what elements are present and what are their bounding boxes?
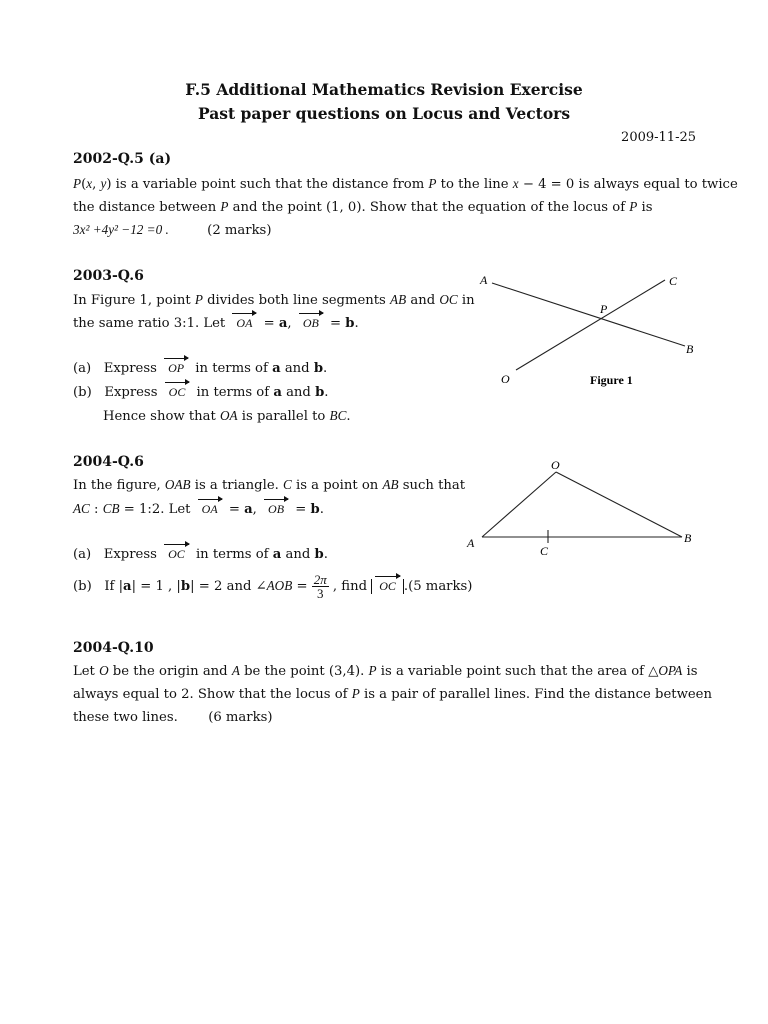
vector-b: b xyxy=(345,316,355,331)
var-p: P xyxy=(220,199,229,214)
vector-label: OC xyxy=(168,547,185,561)
fraction-denominator: 3 xyxy=(316,586,324,601)
q4-text-line-3 xyxy=(73,710,273,725)
text: = xyxy=(325,316,346,331)
text: the distance between xyxy=(73,200,221,215)
text: and xyxy=(280,361,314,376)
text: to the line xyxy=(436,177,513,192)
angle-aob: AOB xyxy=(266,578,293,593)
var-y: y xyxy=(100,176,107,191)
text: be the origin and xyxy=(108,664,232,679)
var-p: P xyxy=(194,292,203,307)
text: : xyxy=(89,502,103,517)
q4-text-line-1 xyxy=(73,663,698,679)
var-ac: AC xyxy=(73,501,90,516)
figure-caption: Figure 1 xyxy=(590,373,633,387)
q2-text-line-1 xyxy=(73,292,475,308)
var-p: P xyxy=(73,176,82,191)
figure-1-diagram xyxy=(470,268,710,398)
text: , xyxy=(287,316,292,331)
point-c-label: C xyxy=(540,544,549,558)
var-p: P xyxy=(351,686,360,701)
text: . xyxy=(346,409,351,424)
marks-label: (6 marks) xyxy=(208,710,273,725)
text: is parallel to xyxy=(237,409,330,424)
text: ( xyxy=(81,177,87,192)
locus-equation: 3x² +4y² −12 =0 . xyxy=(73,222,169,237)
point-a-label: A xyxy=(467,536,475,550)
var-ab: AB xyxy=(390,292,407,307)
point-b-label: B xyxy=(686,342,694,356)
vector-label: OB xyxy=(268,502,285,516)
var-oa: OA xyxy=(220,408,238,423)
text: divides both line segments xyxy=(202,293,391,308)
q2-text-line-2 xyxy=(73,316,359,331)
text: , xyxy=(252,502,257,517)
q3-text-line-1 xyxy=(73,477,465,493)
vector-oa xyxy=(232,316,256,331)
text: . xyxy=(324,385,329,400)
fraction-2pi-over-3 xyxy=(312,573,329,600)
vector-a: a xyxy=(272,547,282,562)
vector-b: b xyxy=(314,547,324,562)
part-label: (b) xyxy=(73,579,92,594)
var-cb: CB xyxy=(102,501,120,516)
text: and xyxy=(281,547,315,562)
text: Let xyxy=(73,664,100,679)
text: = 1:2. Let xyxy=(119,502,191,517)
magnitude-oc xyxy=(371,579,404,594)
var-p: P xyxy=(368,663,377,678)
part-label: (a) xyxy=(73,547,92,562)
point-o-label: O xyxy=(551,458,560,472)
text: is xyxy=(637,200,653,215)
part-label: (b) xyxy=(73,385,92,400)
q1-text-line-2 xyxy=(73,199,653,215)
q1-text-line-1 xyxy=(73,176,738,192)
vector-ob xyxy=(299,316,323,331)
page-subtitle: Past paper questions on Locus and Vectors xyxy=(197,104,571,123)
vector-b: b xyxy=(313,361,324,376)
text: = xyxy=(259,316,279,331)
fraction-numerator: 2π xyxy=(313,572,327,587)
text: | = 1 , | xyxy=(131,579,181,594)
text: in xyxy=(457,293,475,308)
text: = xyxy=(224,502,245,517)
vector-a: a xyxy=(272,361,281,376)
var-oc: OC xyxy=(439,292,458,307)
var-ab: AB xyxy=(382,477,399,492)
text: the same ratio 3:1. Let xyxy=(73,316,226,331)
text: . xyxy=(323,547,328,562)
var-a: A xyxy=(231,663,240,678)
date-label: 2009-11-25 xyxy=(621,130,696,145)
vector-label: OA xyxy=(236,316,253,330)
var-p: P xyxy=(428,176,437,191)
var-p: P xyxy=(629,199,638,214)
text: is a point on xyxy=(291,478,383,493)
point-o-label: O xyxy=(501,372,510,386)
point-p-label: P xyxy=(600,302,608,316)
vector-a: a xyxy=(273,385,282,400)
text: be the point (3,4). xyxy=(239,664,369,679)
vector-b: b xyxy=(180,579,191,594)
q3-text-line-2 xyxy=(73,501,324,517)
text: and xyxy=(406,293,440,308)
page-title: F.5 Additional Mathematics Revision Exercise xyxy=(185,80,583,99)
vector-oc xyxy=(165,385,190,400)
text: , find xyxy=(328,579,372,594)
vector-ob xyxy=(264,502,288,517)
triangle-oab-diagram xyxy=(462,455,702,560)
text: . xyxy=(354,316,359,331)
text: is a variable point such that the area of △ xyxy=(376,664,659,679)
var-x: x xyxy=(86,176,93,191)
text: is a triangle. xyxy=(190,478,284,493)
var-o: O xyxy=(99,663,109,678)
marks-label: (2 marks) xyxy=(207,223,272,238)
text: in terms of xyxy=(191,361,273,376)
text: , xyxy=(92,177,101,192)
vector-oa xyxy=(198,502,222,517)
text: ) is a variable point such that the distance from xyxy=(106,177,429,192)
marks-label: .(5 marks) xyxy=(403,579,473,594)
text: . xyxy=(323,361,328,376)
q2-hence-line xyxy=(103,408,351,424)
text: these two lines. xyxy=(73,710,178,725)
text: − 4 = 0 is always equal to twice xyxy=(518,177,738,192)
text: such that xyxy=(398,478,466,493)
side-oa xyxy=(482,472,556,537)
var-oab: OAB xyxy=(164,477,191,492)
text: In Figure 1, point xyxy=(73,293,195,308)
point-b-label: B xyxy=(684,531,692,545)
text: Express xyxy=(103,547,157,562)
q2-part-b xyxy=(73,385,329,400)
var-c: C xyxy=(283,477,292,492)
vector-label: OC xyxy=(168,385,186,399)
question-heading-2002-q5a: 2002-Q.5 (a) xyxy=(73,151,172,167)
text: Express xyxy=(104,385,158,400)
text: Express xyxy=(103,361,157,376)
text: In the figure, xyxy=(73,478,165,493)
point-a-label: A xyxy=(480,273,488,287)
text: | = 2 and ∠ xyxy=(190,579,267,594)
vector-b: b xyxy=(315,385,325,400)
var-opa: OPA xyxy=(658,663,683,678)
text: is a pair of parallel lines. Find the distance between xyxy=(359,687,712,702)
var-bc: BC xyxy=(329,408,347,423)
vector-label: OB xyxy=(302,316,319,330)
vector-label: OA xyxy=(201,502,218,516)
vector-b: b xyxy=(310,502,320,517)
vector-a: a xyxy=(244,502,253,517)
q4-text-line-2 xyxy=(73,686,712,702)
question-heading-2003-q6: 2003-Q.6 xyxy=(73,268,144,284)
vector-a: a xyxy=(123,579,132,594)
text: = xyxy=(291,502,311,517)
text: in terms of xyxy=(191,547,273,562)
q3-part-a xyxy=(73,547,328,562)
question-heading-2004-q6: 2004-Q.6 xyxy=(73,454,144,470)
question-heading-2004-q10: 2004-Q.10 xyxy=(73,640,154,656)
vector-a: a xyxy=(278,316,288,331)
text: in terms of xyxy=(192,385,274,400)
q2-part-a xyxy=(73,361,327,376)
text: Hence show that xyxy=(103,409,221,424)
text: and the point (1, 0). Show that the equation of the locus of xyxy=(228,200,630,215)
vector-label: OP xyxy=(168,361,185,375)
segment-ab xyxy=(492,283,685,346)
segment-oc xyxy=(516,280,665,370)
text: = xyxy=(292,579,312,594)
vector-oc xyxy=(164,547,189,562)
text: and xyxy=(281,385,316,400)
text: If | xyxy=(104,579,124,594)
side-ob xyxy=(556,472,682,537)
vector-op xyxy=(164,361,188,376)
point-c-label: C xyxy=(669,274,678,288)
var-x: x xyxy=(512,176,519,191)
text: always equal to 2. Show that the locus of xyxy=(73,687,352,702)
q1-equation-line xyxy=(73,222,271,238)
q3-part-b xyxy=(73,573,472,600)
vector-oc xyxy=(375,579,400,594)
vector-label: OC xyxy=(379,579,396,593)
text: is xyxy=(682,664,698,679)
part-label: (a) xyxy=(73,361,92,376)
text: . xyxy=(319,502,324,517)
